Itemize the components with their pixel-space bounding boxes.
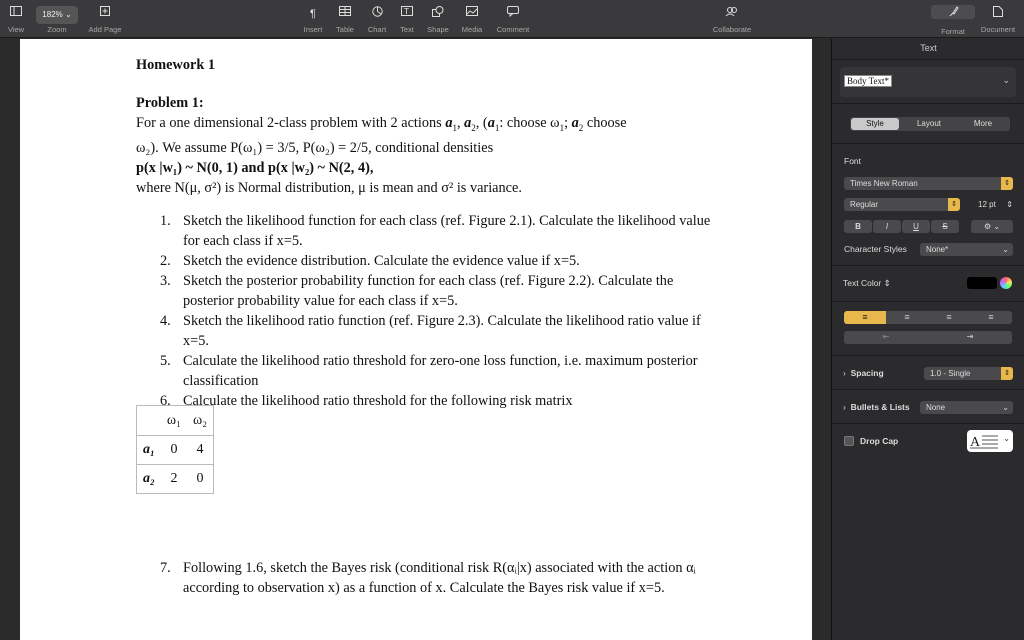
table-row: a₁ 0 4: [137, 436, 214, 465]
paintbrush-icon: [948, 6, 959, 17]
stepper-icon: ⇕: [1001, 367, 1013, 380]
bullets-select[interactable]: None ⌄: [920, 401, 1013, 414]
align-left-icon[interactable]: ≡: [844, 311, 886, 324]
chevron-down-icon: ⌄: [65, 10, 72, 19]
toolbar: View 182% ⌄ Zoom Add Page ¶ Insert Table Chart T Text Shape Media Comment Collaborate Format Document: [0, 0, 1024, 38]
list-item: 2. Sketch the evidence distribution. Calculate the evidence value if x=5.: [160, 253, 580, 269]
stepper-icon: ⇕: [1006, 200, 1013, 209]
list-item: 6. Calculate the likelihood ratio threshold for the following risk matrix: [160, 393, 573, 409]
svg-text:T: T: [404, 7, 409, 16]
zoom-select[interactable]: 182% ⌄: [36, 6, 77, 24]
intro-line-3: p(x |w₁) ~ N(0, 1) and p(x |w₂) ~ N(2, 4),: [136, 159, 374, 176]
media-button[interactable]: Media: [459, 6, 485, 34]
chevron-right-icon: ›: [843, 402, 846, 412]
typeface-select[interactable]: Regular ⇕: [844, 198, 960, 211]
list-item: 3. Sketch the posterior probability function for each class (ref. Figure 2.2). Calculate the posterior probability value for each class if x=5.: [160, 273, 674, 309]
media-icon: [466, 6, 478, 16]
list-item: 1. Sketch the likelihood function for each class (ref. Figure 2.1). Calculate the likelihood value for each class if x=5.: [160, 213, 711, 249]
page-title: Homework 1: [136, 57, 216, 73]
alignment-control: [844, 311, 1012, 324]
justify-icon[interactable]: ≡: [988, 312, 994, 322]
increase-indent-icon[interactable]: ⇥: [966, 332, 974, 341]
italic-button[interactable]: I: [873, 220, 901, 233]
text-options-button[interactable]: [971, 220, 1013, 233]
text-color-well[interactable]: [967, 277, 997, 289]
character-styles-label: Character Styles: [844, 244, 907, 254]
font-label: Font: [844, 156, 862, 166]
document-icon: [993, 6, 1003, 17]
paragraph-style-selector[interactable]: Body Text* ⌄: [840, 67, 1016, 97]
drop-cap-icon: [970, 432, 1000, 450]
stepper-icon: ⇕: [1001, 177, 1013, 190]
character-styles-select[interactable]: None* ⌄: [920, 243, 1013, 256]
text-color-label[interactable]: Text Color ⇕: [843, 278, 891, 288]
font-family-select[interactable]: Times New Roman ⇕: [844, 177, 1013, 190]
intro-line-2: ω₂). We assume P(ω₁) = 3/5, P(ω₂) = 2/5, conditional densities: [136, 139, 494, 156]
add-page-icon: [100, 6, 110, 16]
stepper-icon: ⇕: [883, 278, 891, 288]
indent-control: [844, 331, 1012, 344]
insert-button[interactable]: ¶ Insert: [301, 6, 325, 34]
strikethrough-button[interactable]: S: [931, 220, 959, 233]
comment-icon: [507, 6, 519, 17]
chevron-down-icon: ⌄: [1003, 434, 1010, 443]
align-right-icon[interactable]: ≡: [946, 312, 952, 322]
table-row: a₂ 2 0: [137, 465, 214, 494]
document-canvas[interactable]: [0, 39, 830, 640]
comment-button[interactable]: Comment: [493, 6, 533, 34]
drop-cap-label: Drop Cap: [860, 436, 899, 446]
tab-more[interactable]: More: [973, 119, 993, 128]
add-page-button[interactable]: Add Page: [86, 6, 124, 34]
shape-button[interactable]: Shape: [426, 6, 450, 34]
chevron-right-icon: ›: [843, 368, 846, 378]
chevron-down-icon: ⌄: [993, 222, 1001, 231]
drop-cap-style-button[interactable]: [967, 430, 1013, 452]
format-button[interactable]: [931, 5, 975, 19]
table-icon: [339, 6, 351, 16]
list-item: 7. Following 1.6, sketch the Bayes risk (conditional risk R(αᵢ|x) associated with the action αᵢ according to observation x) as a function of x. Calculate the Bayes risk value if x=5.: [160, 560, 696, 596]
drop-cap-checkbox[interactable]: [844, 436, 854, 446]
font-size-stepper[interactable]: 12 pt ⇕: [978, 200, 1013, 209]
bold-button[interactable]: B: [844, 220, 872, 233]
risk-matrix-table[interactable]: [136, 405, 214, 494]
gear-icon: ⚙: [983, 222, 992, 231]
spacing-select[interactable]: 1.0 - Single ⇕: [924, 367, 1013, 380]
text-box-button[interactable]: T Text: [400, 7, 414, 34]
svg-text:A: A: [970, 435, 981, 450]
collaborate-button[interactable]: Collaborate: [708, 6, 756, 34]
tab-layout[interactable]: Layout: [916, 119, 942, 128]
chart-button[interactable]: Chart: [365, 6, 389, 34]
document-page[interactable]: [20, 39, 812, 640]
list-item: 5. Calculate the likelihood ratio threshold for zero-one loss function, i.e. maximum posterior classification: [160, 353, 698, 389]
segmented-tabs: [850, 117, 1010, 131]
table-row: ω₁ ω₂: [137, 406, 214, 436]
table-button[interactable]: Table: [333, 6, 357, 34]
problem-statement: [136, 93, 696, 198]
intro-line-4: where N(μ, σ²) is Normal distribution, μ is mean and σ² is variance.: [136, 179, 522, 196]
spacing-disclosure[interactable]: › Spacing: [843, 368, 884, 378]
problem-title: Problem 1:: [136, 95, 204, 111]
zoom-control[interactable]: 182% ⌄ Zoom: [36, 6, 78, 34]
tab-style[interactable]: Style: [851, 118, 899, 130]
list-item: 4. Sketch the likelihood ratio function (ref. Figure 2.3). Calculate the likelihood ratio value if x=5.: [160, 313, 701, 349]
text-box-icon: [401, 6, 413, 16]
chevron-down-icon: ⌄: [1002, 75, 1010, 85]
paragraph-icon: ¶: [310, 8, 316, 20]
color-wheel-icon[interactable]: [1000, 277, 1012, 289]
chevron-down-icon: ⌄: [1002, 245, 1009, 254]
document-button[interactable]: Document: [977, 6, 1019, 34]
align-center-icon[interactable]: ≡: [904, 312, 910, 322]
view-button[interactable]: View: [5, 6, 27, 34]
task-list: [160, 211, 720, 411]
chevron-down-icon: ⌄: [1002, 403, 1009, 412]
inspector-title: Text: [920, 43, 937, 53]
sidebar-icon: [10, 6, 22, 16]
intro-line-1: For a one dimensional 2-class problem with 2 actions $a_1$, $a_2$, ($a_1$: choose $\omega_1$; $a_2$ choose: [136, 115, 627, 133]
task-list-continued: [160, 558, 720, 598]
underline-button[interactable]: U: [902, 220, 930, 233]
collaborate-icon: [725, 6, 739, 17]
stepper-icon: ⇕: [948, 198, 960, 211]
chart-icon: [372, 6, 383, 17]
decrease-indent-icon[interactable]: ⇤: [882, 332, 890, 341]
bullets-disclosure[interactable]: › Bullets & Lists: [843, 402, 910, 412]
format-inspector: [831, 39, 1024, 640]
shape-icon: [432, 6, 444, 17]
